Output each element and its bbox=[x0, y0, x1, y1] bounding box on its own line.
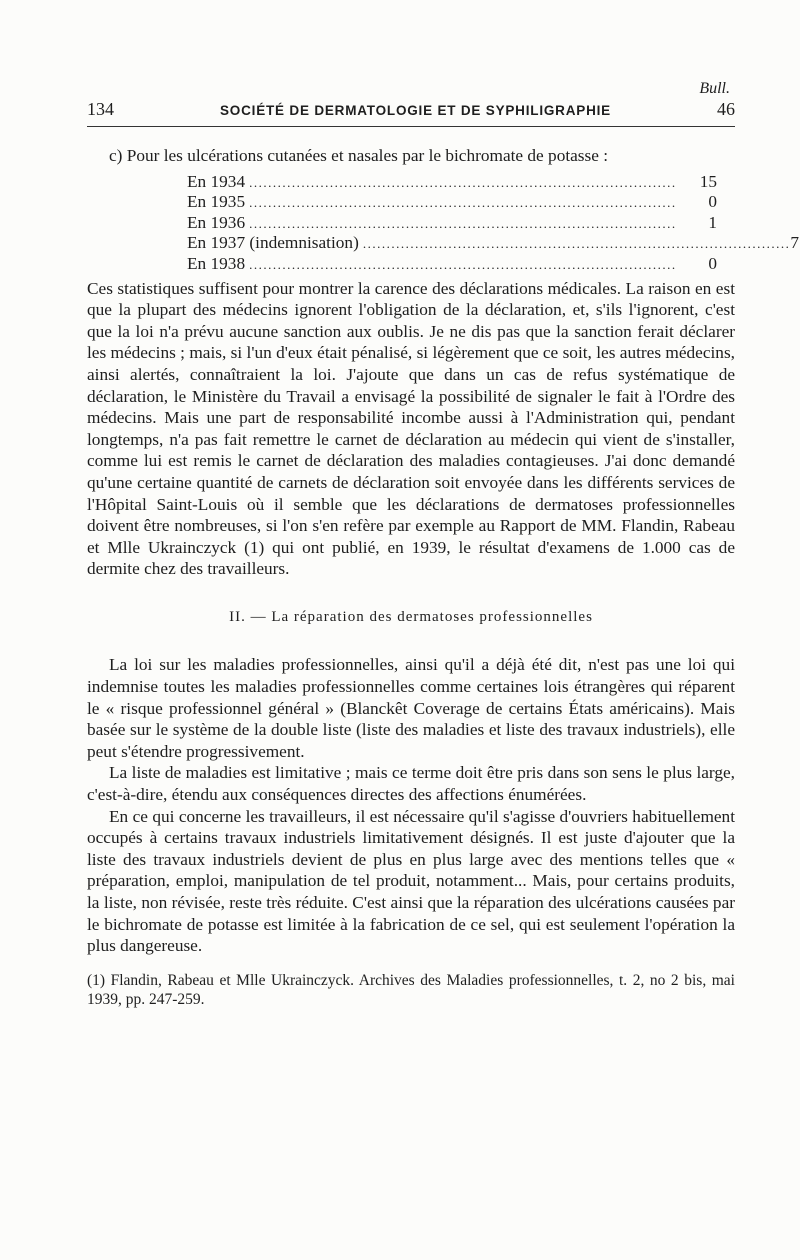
stat-value: 0 bbox=[708, 192, 717, 212]
journal-title: SOCIÉTÉ DE DERMATOLOGIE ET DE SYPHILIGRAPHIE bbox=[220, 103, 611, 118]
section-heading: II. — La réparation des dermatoses professionnelles bbox=[229, 608, 593, 625]
header-rule bbox=[87, 126, 735, 127]
stat-value: 0 bbox=[708, 253, 717, 273]
paragraph: La loi sur les maladies professionnelles, ainsi qu'il a déjà été dit, n'est pas une loi qui indemnise toutes les maladies professionnelles comme certaines lois étrangères qui réparent le « risque professionnel général » (Blanckêt Coverage de certains États américains). Mais basée sur le système de la double liste (liste des maladies et liste des travaux industriels), elle peut s'étendre progressivement. bbox=[87, 655, 735, 761]
leader-dots: .......................................................................................... bbox=[362, 236, 791, 252]
footnote-separator bbox=[87, 957, 735, 971]
running-header bbox=[87, 99, 735, 120]
stat-row bbox=[187, 191, 717, 212]
leader-dots: .......................................................................................... bbox=[249, 195, 677, 211]
stat-row bbox=[187, 212, 717, 233]
body-text bbox=[87, 145, 799, 1009]
stat-label: En 1935 bbox=[187, 192, 246, 212]
stat-label: En 1937 (indemnisation) bbox=[187, 233, 359, 253]
leader-dots: .......................................................................................... bbox=[249, 174, 677, 190]
issue-number: 46 bbox=[717, 99, 735, 119]
bulletin-label: Bull. bbox=[699, 80, 730, 97]
stat-row bbox=[187, 253, 717, 274]
stat-row bbox=[187, 171, 717, 192]
paragraph: En ce qui concerne les travailleurs, il est nécessaire qu'il s'agisse d'ouvriers habituellement occupés à certains travaux industriels limitativement désignés. Il est juste d'ajouter que la liste des travaux industriels devient de plus en plus large avec des mentions telles que « préparation, emploi, manipulation de tel produit, notamment... Mais, pour certains produits, la liste, non révisée, reste très réduite. C'est ainsi que la réparation des ulcérations causées par le bichromate de potasse est limitée à la fabrication de ce sel, qui est seulement l'opération la plus dangereuse. bbox=[87, 806, 735, 956]
stats-list bbox=[187, 171, 799, 274]
stat-row bbox=[187, 232, 799, 253]
leader-dots: .......................................................................................... bbox=[249, 256, 677, 272]
page-number: 134 bbox=[87, 99, 114, 119]
leader-dots: .......................................................................................... bbox=[249, 215, 677, 231]
footnote: (1) Flandin, Rabeau et Mlle Ukrainczyck. Archives des Maladies professionnelles, t. 2, no 2 bis, mai 1939, pp. 247-259. bbox=[87, 971, 735, 1008]
stat-value: 15 bbox=[699, 171, 717, 191]
paragraph: Ces statistiques suffisent pour montrer la carence des déclarations médicales. La raison en est que la plupart des médecins ignorent l'obligation de la déclaration, et, s'ils l'ignorent, c'est que la loi n'a prévu aucune sanction aux oublis. Je ne dis pas que la sanction ferait déclarer les médecins ; mais, si l'un d'eux était pénalisé, si légèrement que ce soit, les autres médecins, ainsi alertés, connaîtraient la loi. J'ajoute que dans un cas de refus systématique de déclaration, le Ministère du Travail a envisagé la possibilité de signaler le fait à l'Ordre des médecins. Mais une part de responsabilité incombe aussi à l'Administration qui, pendant longtemps, n'a pas fait remettre le carnet de déclaration au médecin qui vient de s'installer, comme lui est remis le carnet de déclaration des maladies contagieuses. J'ai donc demandé qu'une certaine quantité de carnets de déclaration soit envoyée dans les différents services de l'Hôpital Saint-Louis où il semble que les déclarations de dermatoses professionnelles doivent être nombreuses, si l'on s'en refère par exemple au Rapport de MM. Flandin, Rabeau et Mlle Ukrainczyck (1) qui ont publié, en 1939, le résultat d'examens de 1.000 cas de dermite chez des travailleurs. bbox=[87, 278, 735, 579]
stat-label: En 1938 bbox=[187, 253, 246, 273]
stat-value: 7 bbox=[790, 233, 799, 253]
paragraph: La liste de maladies est limitative ; mais ce terme doit être pris dans son sens le plus large, c'est-à-dire, étendu aux conséquences directes des affections énumérées. bbox=[87, 763, 735, 805]
stat-label: En 1934 bbox=[187, 171, 246, 191]
stats-intro: c) Pour les ulcérations cutanées et nasales par le bichromate de potasse : bbox=[109, 146, 609, 165]
stat-label: En 1936 bbox=[187, 212, 246, 232]
stat-value: 1 bbox=[708, 212, 717, 232]
